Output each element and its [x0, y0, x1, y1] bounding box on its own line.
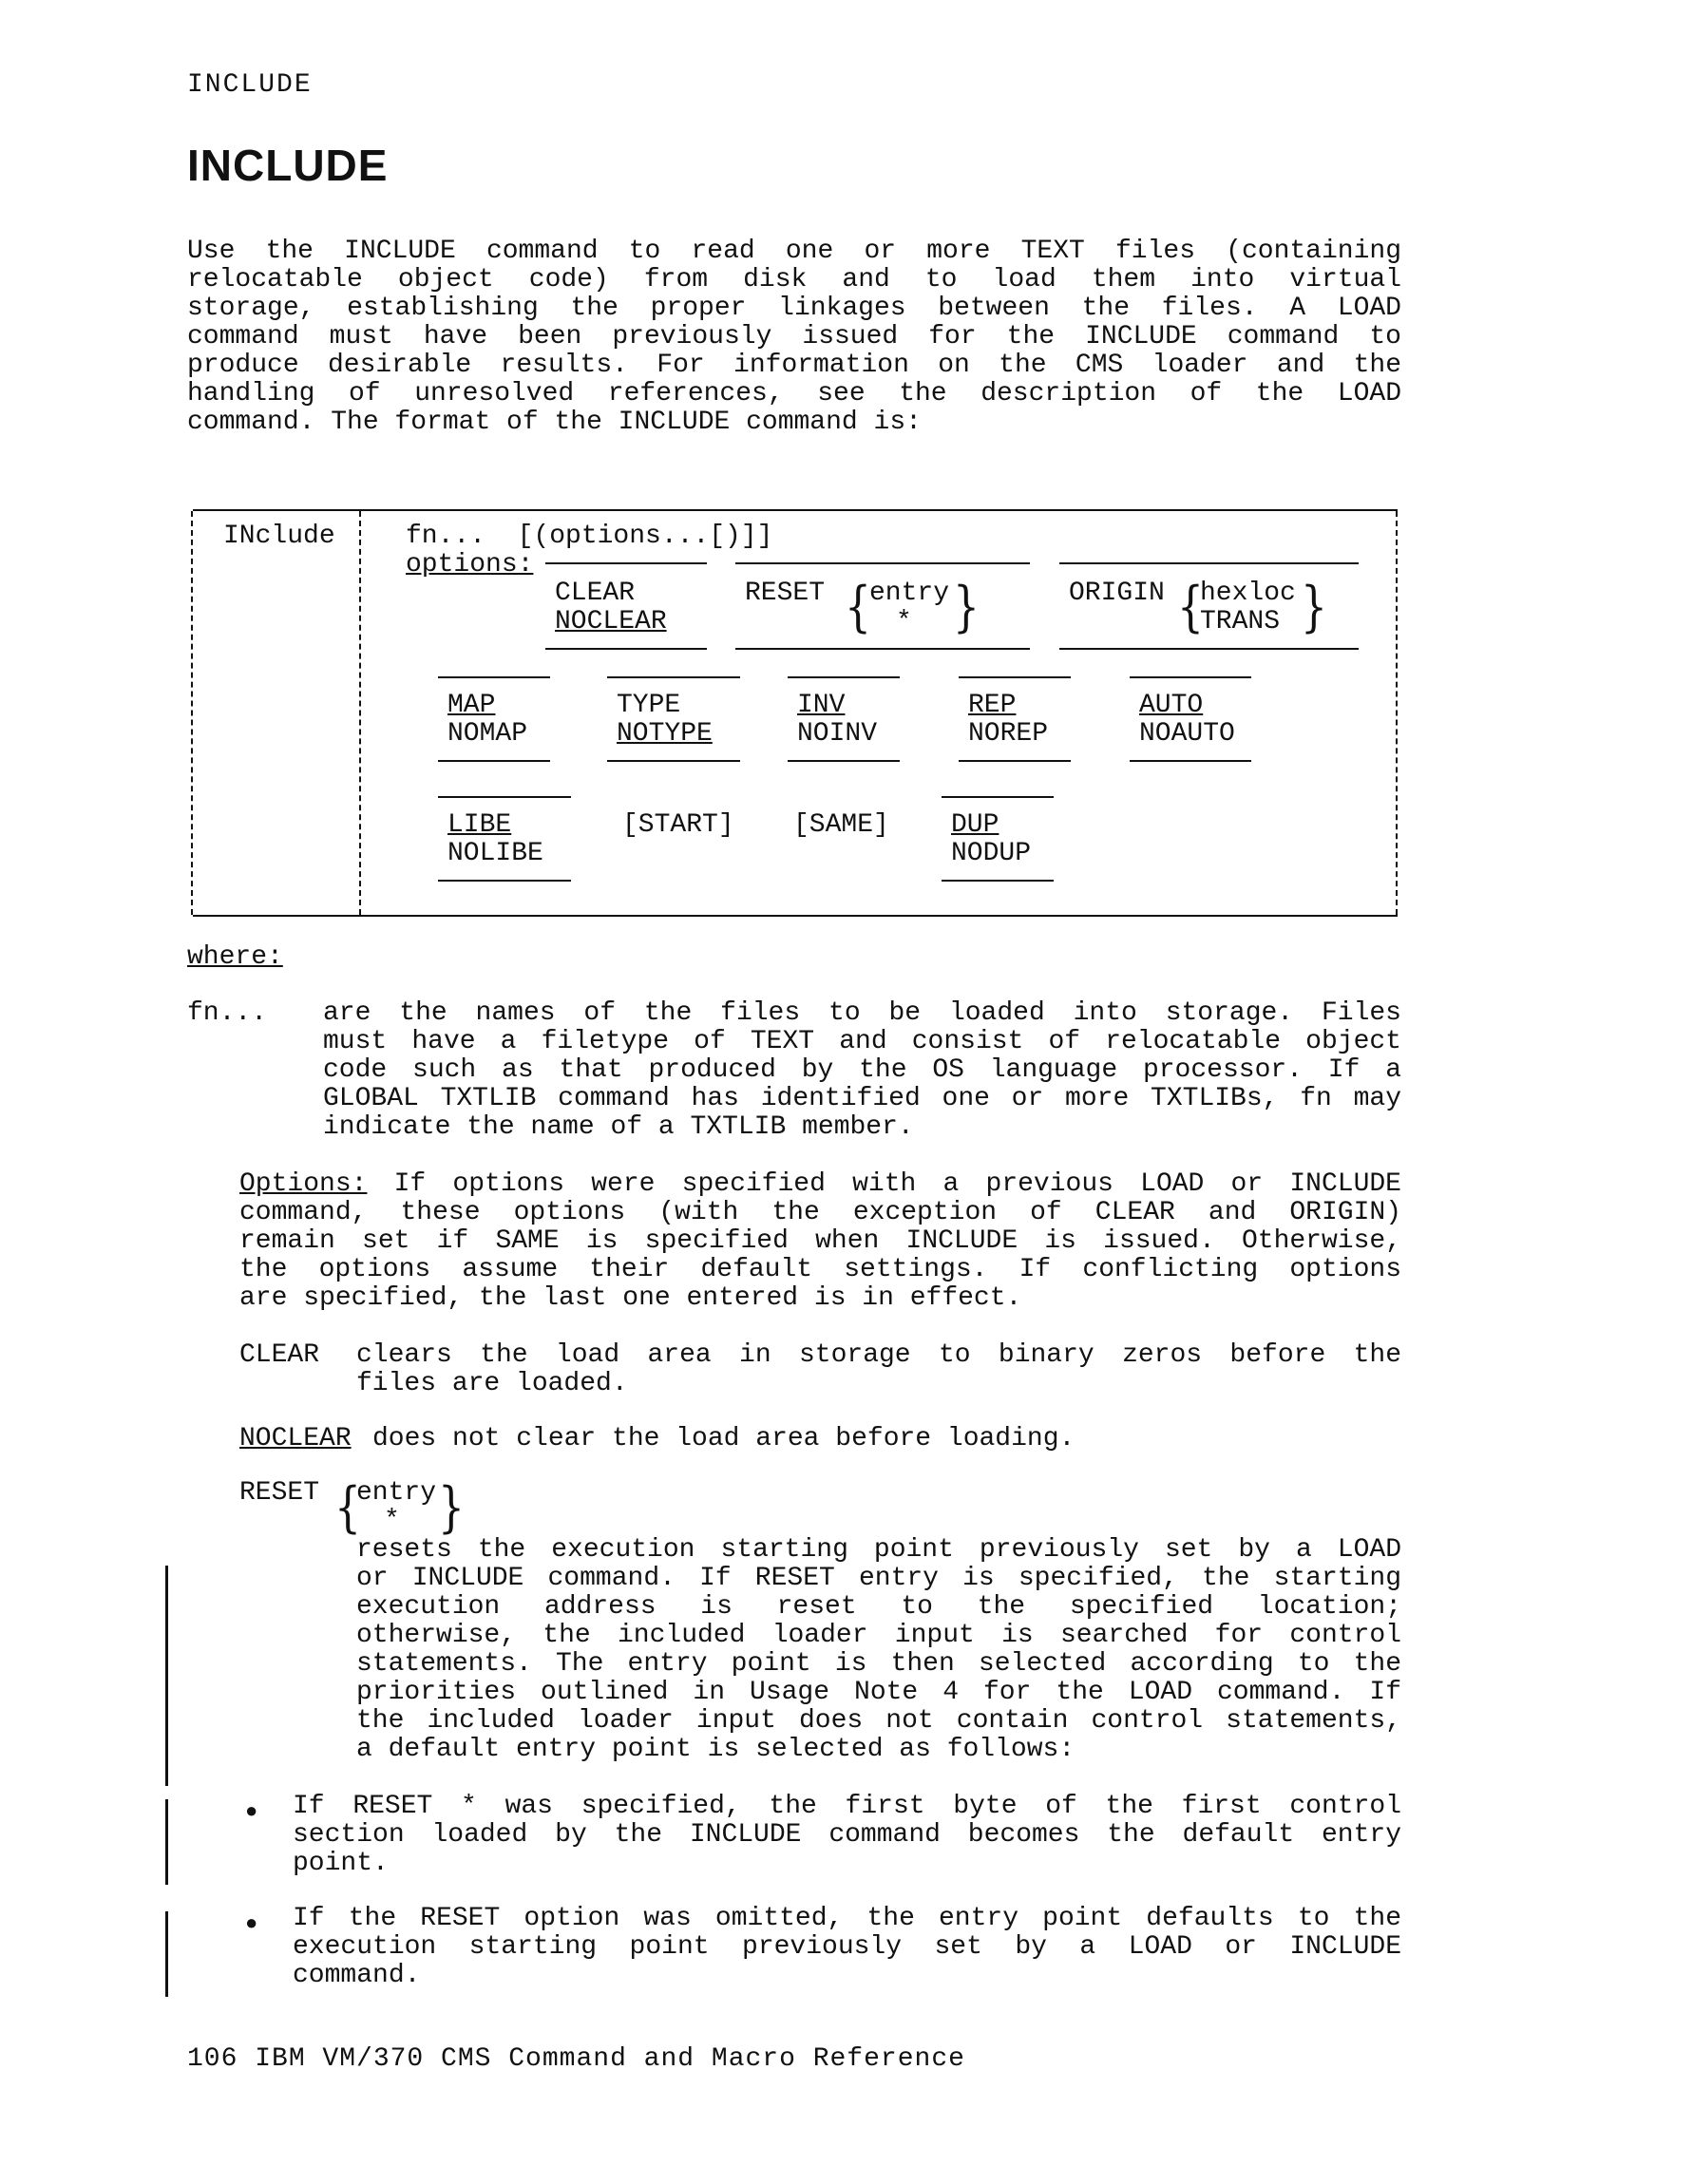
- bracket-bottom: [959, 750, 1071, 762]
- options-line: command, these options (with the exception of CLEAR and ORIGIN): [239, 1198, 1401, 1227]
- option-nodup: NODUP: [951, 839, 1032, 868]
- bullet-line: If the RESET option was omitted, the entry point defaults to the: [293, 1904, 1401, 1933]
- option-type: TYPE: [617, 691, 681, 720]
- fn-description: [323, 999, 1401, 1142]
- reset-entry-value: entry: [356, 1478, 437, 1508]
- bracket-top: [942, 796, 1054, 807]
- reset-line: statements. The entry point is then selected according to the: [356, 1649, 1401, 1679]
- noclear-term: NOCLEAR: [239, 1424, 352, 1453]
- revision-bar: [165, 1799, 168, 1885]
- bracket-bottom: [735, 638, 1030, 650]
- reset-line: execution address is reset to the specified location;: [356, 1592, 1401, 1622]
- bracket-top: [607, 676, 740, 688]
- bracket-top: [788, 676, 900, 688]
- bullet-line: point.: [293, 1849, 389, 1878]
- option-reset: RESET: [745, 579, 826, 608]
- intro-line: command must have been previously issued for the INCLUDE command to: [187, 322, 1401, 351]
- bracket-bottom: [438, 750, 550, 762]
- reset-line: resets the execution starting point previously set by a LOAD: [356, 1535, 1401, 1565]
- intro-line: relocatable object code) from disk and to load them into virtual: [187, 265, 1401, 294]
- bullet-item: [293, 1793, 1401, 1878]
- bullet-line: command.: [293, 1961, 421, 1990]
- option-inv: INV: [797, 691, 846, 720]
- noclear-description: does not clear the load area before loading.: [372, 1424, 1075, 1453]
- bracket-top: [545, 562, 707, 574]
- origin-trans: TRANS: [1200, 607, 1281, 636]
- bracket-bottom: [607, 750, 740, 762]
- reset-term: RESET: [239, 1478, 320, 1508]
- fn-line: GLOBAL TXTLIB command has identified one or more TXTLIBs, fn may: [323, 1084, 1401, 1113]
- reset-star: *: [896, 607, 912, 636]
- clear-term: CLEAR: [239, 1340, 320, 1370]
- format-line: fn... [(options...[)]]: [406, 522, 773, 551]
- fn-line: indicate the name of a TXTLIB member.: [323, 1112, 914, 1142]
- revision-bar: [165, 1566, 168, 1786]
- clear-line: files are loaded.: [356, 1369, 628, 1398]
- left-brace: {: [334, 1476, 361, 1540]
- bracket-bottom: [1059, 638, 1359, 650]
- bracket-top: [959, 676, 1071, 688]
- intro-paragraph: [187, 237, 1401, 437]
- option-nolibe: NOLIBE: [447, 839, 543, 868]
- bracket-bottom: [1130, 750, 1251, 762]
- option-map: MAP: [447, 691, 496, 720]
- bracket-bottom: [438, 870, 571, 882]
- option-libe: LIBE: [447, 810, 512, 840]
- right-brace: }: [953, 576, 980, 639]
- intro-line: storage, establishing the proper linkages between the files. A LOAD: [187, 294, 1401, 323]
- reset-line: or INCLUDE command. If RESET entry is specified, the starting: [356, 1564, 1401, 1593]
- options-first-line: [239, 1170, 1401, 1199]
- fn-line: are the names of the files to be loaded into storage. Files: [323, 998, 1401, 1028]
- syntax-box: [193, 509, 1398, 917]
- running-head: INCLUDE: [187, 70, 313, 100]
- where-label: where:: [187, 942, 283, 972]
- bullet-line: If RESET * was specified, the first byte of the first control: [293, 1792, 1401, 1821]
- bracket-top: [438, 796, 571, 807]
- left-brace: {: [1177, 576, 1204, 639]
- options-term: Options:: [239, 1169, 368, 1199]
- bracket-top: [1130, 676, 1251, 688]
- intro-line: produce desirable results. For information on the CMS loader and the: [187, 351, 1401, 380]
- option-origin: ORIGIN: [1069, 579, 1165, 608]
- box-left-border: [191, 511, 193, 915]
- page-footer: 106 IBM VM/370 CMS Command and Macro Reference: [187, 2044, 965, 2074]
- option-dup: DUP: [951, 810, 999, 840]
- bullet-dot: ●: [245, 1798, 258, 1822]
- reset-line: the included loader input does not contain control statements,: [356, 1706, 1401, 1736]
- fn-term: fn...: [187, 998, 268, 1028]
- reset-line: otherwise, the included loader input is searched for control: [356, 1621, 1401, 1650]
- bullet-dot: ●: [245, 1910, 258, 1934]
- bracket-bottom: [942, 870, 1054, 882]
- options-line: are specified, the last one entered is in effect.: [239, 1283, 1022, 1313]
- reset-line: a default entry point is selected as follows:: [356, 1735, 1075, 1764]
- left-brace: {: [845, 576, 871, 639]
- fn-line: code such as that produced by the OS language processor. If a: [323, 1055, 1401, 1085]
- option-noauto: NOAUTO: [1139, 719, 1235, 749]
- reset-description: [356, 1536, 1401, 1764]
- option-clear: CLEAR: [555, 579, 636, 608]
- intro-line: command. The format of the INCLUDE command is:: [187, 408, 922, 437]
- bracket-bottom: [788, 750, 900, 762]
- reset-star-value: *: [384, 1506, 400, 1535]
- option-norep: NOREP: [968, 719, 1049, 749]
- option-nomap: NOMAP: [447, 719, 528, 749]
- bullet-line: section loaded by the INCLUDE command becomes the default entry: [293, 1820, 1401, 1850]
- bullet-item: [293, 1905, 1401, 1990]
- reset-line: priorities outlined in Usage Note 4 for the LOAD command. If: [356, 1678, 1401, 1707]
- fn-line: must have a filetype of TEXT and consist of relocatable object: [323, 1027, 1401, 1056]
- options-first-text: If options were specified with a previous LOAD or INCLUDE: [393, 1169, 1401, 1199]
- intro-line: Use the INCLUDE command to read one or more TEXT files (containing: [187, 237, 1401, 266]
- option-start: [START]: [622, 810, 734, 840]
- page-title: INCLUDE: [187, 141, 389, 190]
- clear-description: [356, 1341, 1401, 1398]
- bracket-top: [1059, 562, 1359, 574]
- bullet-line: execution starting point previously set by a LOAD or INCLUDE: [293, 1932, 1401, 1962]
- revision-bar: [165, 1911, 168, 1997]
- options-line: the options assume their default settings. If conflicting options: [239, 1255, 1401, 1284]
- options-label: options:: [406, 550, 534, 579]
- box-right-border: [1396, 511, 1398, 915]
- origin-hexloc: hexloc: [1200, 579, 1296, 608]
- intro-line: handling of unresolved references, see the description of the LOAD: [187, 379, 1401, 408]
- right-brace: }: [1301, 576, 1327, 639]
- box-divider: [359, 511, 361, 915]
- options-description: [239, 1170, 1401, 1313]
- option-same: [SAME]: [793, 810, 889, 840]
- option-rep: REP: [968, 691, 1017, 720]
- option-notype: NOTYPE: [617, 719, 713, 749]
- reset-entry: entry: [869, 579, 950, 608]
- command-name: INclude: [223, 522, 335, 551]
- bracket-top: [438, 676, 550, 688]
- option-noclear: NOCLEAR: [555, 607, 667, 636]
- option-auto: AUTO: [1139, 691, 1204, 720]
- bracket-bottom: [545, 638, 707, 650]
- right-brace: }: [438, 1476, 465, 1540]
- bracket-top: [735, 562, 1030, 574]
- clear-line: clears the load area in storage to binary zeros before the: [356, 1340, 1401, 1370]
- options-line: remain set if SAME is specified when INCLUDE is issued. Otherwise,: [239, 1226, 1401, 1256]
- option-noinv: NOINV: [797, 719, 878, 749]
